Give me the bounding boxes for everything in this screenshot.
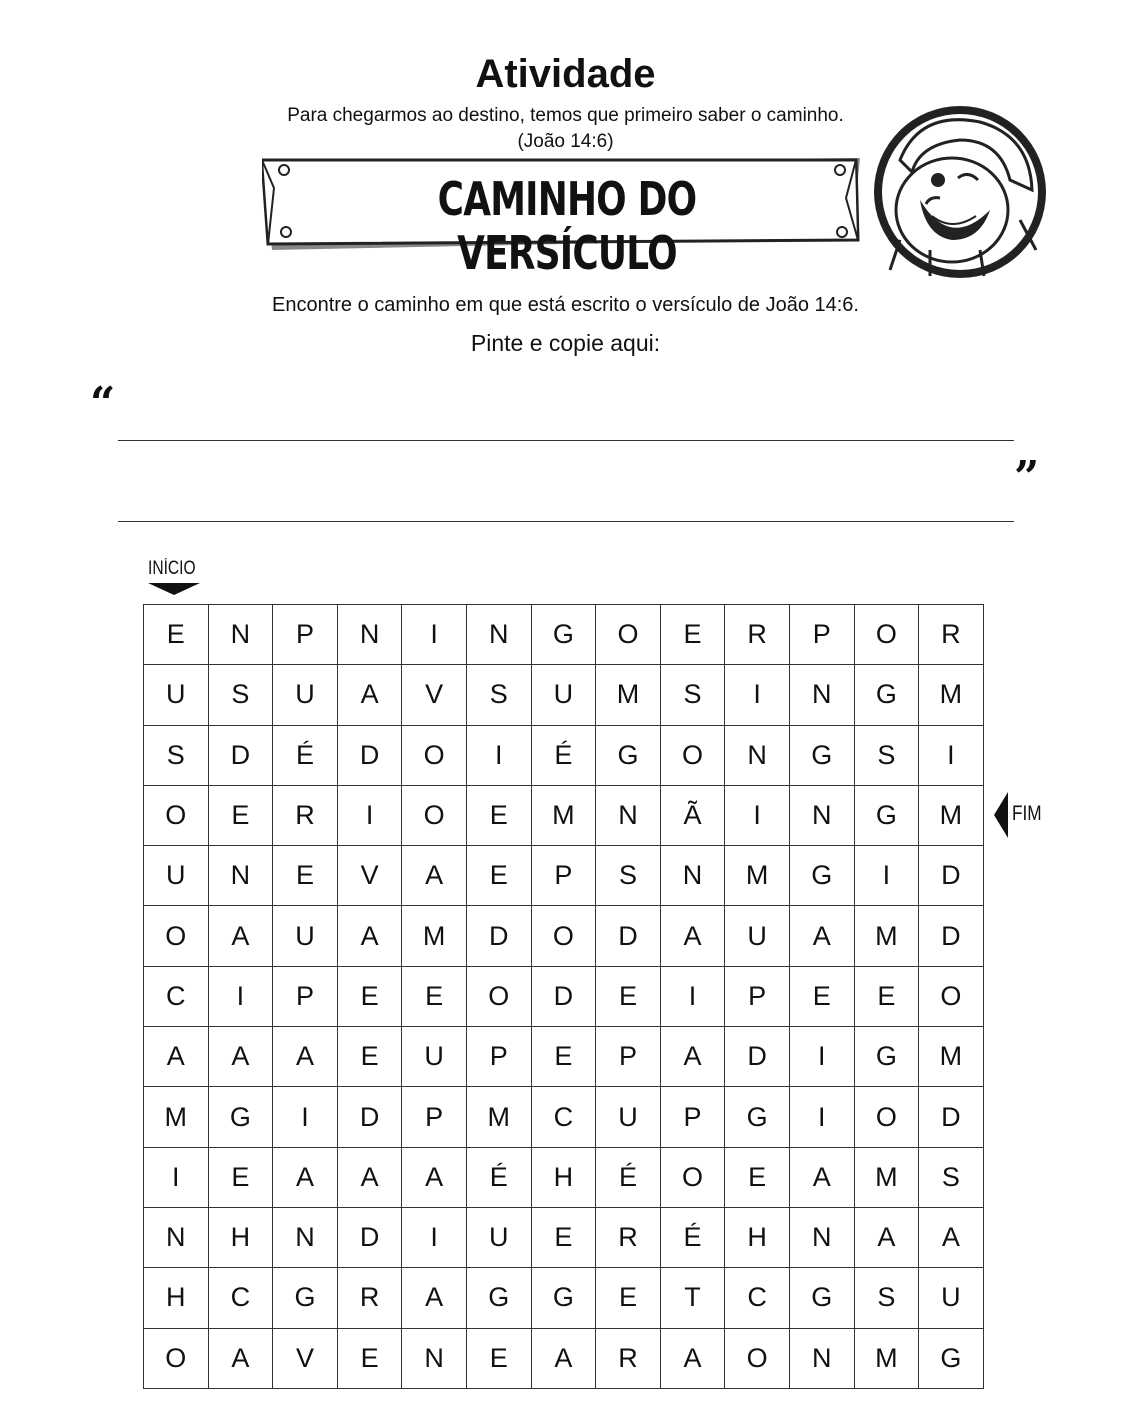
grid-cell[interactable]: I (402, 1207, 467, 1267)
grid-cell[interactable]: E (725, 1147, 790, 1207)
grid-cell[interactable]: U (144, 846, 209, 906)
grid-cell[interactable]: G (919, 1328, 984, 1388)
grid-row (144, 1087, 984, 1147)
grid-cell[interactable]: É (466, 1147, 531, 1207)
grid-cell[interactable]: S (466, 665, 531, 725)
grid-cell[interactable]: U (144, 665, 209, 725)
grid-cell[interactable]: R (273, 785, 338, 845)
grid-cell[interactable]: E (208, 1147, 273, 1207)
start-label: INÍCIO (148, 558, 196, 579)
grid-cell[interactable]: U (273, 665, 338, 725)
grid-cell[interactable]: E (466, 846, 531, 906)
grid-cell[interactable]: Ã (660, 785, 725, 845)
grid-cell[interactable]: A (273, 1027, 338, 1087)
grid-cell[interactable]: A (273, 1147, 338, 1207)
grid-cell[interactable]: M (144, 1087, 209, 1147)
grid-cell[interactable]: C (144, 966, 209, 1026)
grid-cell[interactable]: O (919, 966, 984, 1026)
grid-cell[interactable]: G (466, 1268, 531, 1328)
grid-cell[interactable]: N (725, 725, 790, 785)
grid-cell[interactable]: P (531, 846, 596, 906)
grid-cell[interactable]: G (789, 725, 854, 785)
grid-cell[interactable]: A (789, 1147, 854, 1207)
grid-cell[interactable]: É (273, 725, 338, 785)
grid-cell[interactable]: M (854, 1147, 919, 1207)
grid-cell[interactable]: O (466, 966, 531, 1026)
grid-cell[interactable]: V (402, 665, 467, 725)
grid-cell[interactable]: S (854, 1268, 919, 1328)
grid-cell[interactable]: R (919, 605, 984, 665)
grid-cell[interactable]: C (725, 1268, 790, 1328)
grid-cell[interactable]: R (725, 605, 790, 665)
grid-cell[interactable]: P (273, 605, 338, 665)
grid-cell[interactable]: G (789, 1268, 854, 1328)
grid-cell[interactable]: É (660, 1207, 725, 1267)
grid-cell[interactable]: G (725, 1087, 790, 1147)
grid-cell[interactable]: D (208, 725, 273, 785)
grid-cell[interactable]: O (144, 1328, 209, 1388)
grid-cell[interactable]: U (402, 1027, 467, 1087)
grid-cell[interactable]: H (208, 1207, 273, 1267)
grid-cell[interactable]: S (919, 1147, 984, 1207)
end-arrow-icon (994, 792, 1008, 838)
grid-cell[interactable]: U (919, 1268, 984, 1328)
grid-cell[interactable]: A (208, 906, 273, 966)
grid-cell[interactable]: I (144, 1147, 209, 1207)
grid-cell[interactable]: M (854, 1328, 919, 1388)
grid-cell[interactable]: N (789, 785, 854, 845)
grid-cell[interactable]: I (273, 1087, 338, 1147)
grid-cell[interactable]: N (789, 1328, 854, 1388)
grid-cell[interactable]: I (854, 846, 919, 906)
grid-cell[interactable]: E (660, 605, 725, 665)
grid-cell[interactable]: M (402, 906, 467, 966)
grid-cell[interactable]: G (854, 785, 919, 845)
grid-cell[interactable]: C (531, 1087, 596, 1147)
grid-cell[interactable]: S (144, 725, 209, 785)
copy-instruction: Pinte e copie aqui: (470, 330, 661, 356)
grid-cell[interactable]: M (466, 1087, 531, 1147)
grid-cell[interactable]: D (337, 725, 402, 785)
grid-cell[interactable]: E (144, 605, 209, 665)
grid-cell[interactable]: É (531, 725, 596, 785)
grid-cell[interactable]: A (402, 846, 467, 906)
grid-cell[interactable]: E (596, 966, 661, 1026)
grid-cell[interactable]: A (660, 906, 725, 966)
grid-row (144, 1207, 984, 1267)
grid-cell[interactable]: O (725, 1328, 790, 1388)
grid-cell[interactable]: D (466, 906, 531, 966)
grid-cell[interactable]: M (854, 906, 919, 966)
grid-row (144, 1027, 984, 1087)
closing-quote-mark: ” (1014, 452, 1040, 503)
grid-row (144, 906, 984, 966)
answer-line-2[interactable] (118, 521, 1014, 522)
grid-cell[interactable]: I (789, 1087, 854, 1147)
grid-row (144, 846, 984, 906)
grid-cell[interactable]: G (273, 1268, 338, 1328)
grid-cell[interactable]: U (596, 1087, 661, 1147)
grid-cell[interactable]: I (919, 725, 984, 785)
grid-cell[interactable]: E (596, 1268, 661, 1328)
grid-cell[interactable]: N (466, 605, 531, 665)
grid-cell[interactable]: T (660, 1268, 725, 1328)
grid-row (144, 966, 984, 1026)
grid-row (144, 725, 984, 785)
grid-cell[interactable]: D (337, 1207, 402, 1267)
grid-cell[interactable]: E (466, 1328, 531, 1388)
grid-cell[interactable]: H (531, 1147, 596, 1207)
grid-cell[interactable]: A (854, 1207, 919, 1267)
grid-cell[interactable]: V (273, 1328, 338, 1388)
grid-cell[interactable]: M (919, 785, 984, 845)
grid-cell[interactable]: O (596, 605, 661, 665)
grid-cell[interactable]: E (466, 785, 531, 845)
grid-cell[interactable]: N (208, 605, 273, 665)
grid-cell[interactable]: S (660, 665, 725, 725)
grid-cell[interactable]: A (402, 1268, 467, 1328)
grid-cell[interactable]: A (660, 1027, 725, 1087)
grid-cell[interactable]: A (337, 665, 402, 725)
grid-row (144, 1328, 984, 1388)
grid-cell[interactable]: S (208, 665, 273, 725)
grid-cell[interactable]: A (337, 906, 402, 966)
grid-cell[interactable]: O (144, 785, 209, 845)
grid-cell[interactable]: U (725, 906, 790, 966)
instruction-text: Encontre o caminho em que está escrito o versículo de João 14:6. (271, 294, 859, 316)
grid-cell[interactable]: I (208, 966, 273, 1026)
grid-cell[interactable]: I (402, 605, 467, 665)
grid-cell[interactable]: E (531, 1027, 596, 1087)
grid-cell[interactable]: P (789, 605, 854, 665)
grid-cell[interactable]: E (208, 785, 273, 845)
grid-cell[interactable]: E (337, 966, 402, 1026)
grid-cell[interactable]: M (919, 665, 984, 725)
grid-cell[interactable]: P (660, 1087, 725, 1147)
grid-cell[interactable]: O (402, 725, 467, 785)
grid-cell[interactable]: I (725, 785, 790, 845)
grid-row (144, 665, 984, 725)
grid-cell[interactable]: U (273, 906, 338, 966)
grid-row (144, 785, 984, 845)
word-search-grid (143, 604, 984, 1389)
grid-cell[interactable]: N (789, 665, 854, 725)
grid-cell[interactable]: A (144, 1027, 209, 1087)
grid-cell[interactable]: S (854, 725, 919, 785)
grid-cell[interactable]: G (208, 1087, 273, 1147)
grid-cell[interactable]: N (660, 846, 725, 906)
grid-cell[interactable]: H (725, 1207, 790, 1267)
grid-cell[interactable]: A (660, 1328, 725, 1388)
activity-title: Atividade (475, 52, 656, 96)
grid-row (144, 605, 984, 665)
grid-cell[interactable]: D (337, 1087, 402, 1147)
grid-cell[interactable]: U (531, 665, 596, 725)
grid-cell[interactable]: N (596, 785, 661, 845)
grid-cell[interactable]: A (531, 1328, 596, 1388)
grid-cell[interactable]: E (337, 1027, 402, 1087)
start-arrow-icon (146, 583, 202, 595)
grid-cell[interactable]: E (789, 966, 854, 1026)
grid-cell[interactable]: M (596, 665, 661, 725)
grid-cell[interactable]: I (337, 785, 402, 845)
grid-cell[interactable]: N (337, 605, 402, 665)
grid-cell[interactable]: A (208, 1027, 273, 1087)
grid-cell[interactable]: O (531, 906, 596, 966)
answer-line-1[interactable] (118, 440, 1014, 441)
grid-cell[interactable]: V (337, 846, 402, 906)
end-label: FIM (1012, 802, 1042, 825)
grid-cell[interactable]: E (402, 966, 467, 1026)
grid-cell[interactable]: E (531, 1207, 596, 1267)
grid-cell[interactable]: R (596, 1328, 661, 1388)
grid-cell[interactable]: A (337, 1147, 402, 1207)
grid-cell[interactable]: O (854, 605, 919, 665)
grid-cell[interactable]: A (402, 1147, 467, 1207)
grid-cell[interactable]: G (854, 1027, 919, 1087)
grid-cell[interactable]: E (273, 846, 338, 906)
grid-cell[interactable]: D (725, 1027, 790, 1087)
grid-cell[interactable]: G (789, 846, 854, 906)
grid-cell[interactable]: D (919, 906, 984, 966)
grid-cell[interactable]: O (854, 1087, 919, 1147)
grid-cell[interactable]: P (466, 1027, 531, 1087)
grid-cell[interactable]: P (596, 1027, 661, 1087)
grid-cell[interactable]: P (273, 966, 338, 1026)
grid-cell[interactable]: N (789, 1207, 854, 1267)
grid-cell[interactable]: P (402, 1087, 467, 1147)
mascot-boy-illustration (860, 100, 1052, 282)
grid-cell[interactable]: C (208, 1268, 273, 1328)
grid-cell[interactable]: I (789, 1027, 854, 1087)
grid-row (144, 1268, 984, 1328)
grid-cell[interactable]: O (402, 785, 467, 845)
grid-cell[interactable]: N (144, 1207, 209, 1267)
grid-cell[interactable]: S (596, 846, 661, 906)
grid-cell[interactable]: M (531, 785, 596, 845)
grid-cell[interactable]: D (919, 1087, 984, 1147)
grid-cell[interactable]: I (725, 665, 790, 725)
grid-cell[interactable]: É (596, 1147, 661, 1207)
grid-cell[interactable]: O (660, 1147, 725, 1207)
grid-cell[interactable]: G (531, 1268, 596, 1328)
grid-cell[interactable]: M (919, 1027, 984, 1087)
grid-cell[interactable]: N (402, 1328, 467, 1388)
grid-cell[interactable]: O (660, 725, 725, 785)
subtitle-reference: (João 14:6) (517, 131, 614, 152)
grid-cell[interactable]: D (596, 906, 661, 966)
grid-cell[interactable]: M (725, 846, 790, 906)
grid-cell[interactable]: U (466, 1207, 531, 1267)
grid-cell[interactable]: R (337, 1268, 402, 1328)
grid-cell[interactable]: E (337, 1328, 402, 1388)
grid-row (144, 1147, 984, 1207)
grid-cell[interactable]: N (273, 1207, 338, 1267)
grid-cell[interactable]: G (854, 665, 919, 725)
opening-quote-mark: “ (90, 378, 116, 429)
grid-cell[interactable]: G (596, 725, 661, 785)
grid-cell[interactable]: G (531, 605, 596, 665)
banner-title: CAMINHO DO VERSÍCULO (437, 172, 697, 280)
grid-cell[interactable]: A (208, 1328, 273, 1388)
grid-cell[interactable]: D (919, 846, 984, 906)
grid-cell[interactable]: O (144, 906, 209, 966)
grid-cell[interactable]: H (144, 1268, 209, 1328)
grid-cell[interactable]: N (208, 846, 273, 906)
grid-cell[interactable]: I (660, 966, 725, 1026)
grid-cell[interactable]: A (919, 1207, 984, 1267)
grid-cell[interactable]: D (531, 966, 596, 1026)
subtitle-line-1: Para chegarmos ao destino, temos que primeiro saber o caminho. (287, 105, 844, 126)
grid-cell[interactable]: I (466, 725, 531, 785)
grid-cell[interactable]: E (854, 966, 919, 1026)
grid-cell[interactable]: P (725, 966, 790, 1026)
grid-cell[interactable]: R (596, 1207, 661, 1267)
grid-cell[interactable]: A (789, 906, 854, 966)
